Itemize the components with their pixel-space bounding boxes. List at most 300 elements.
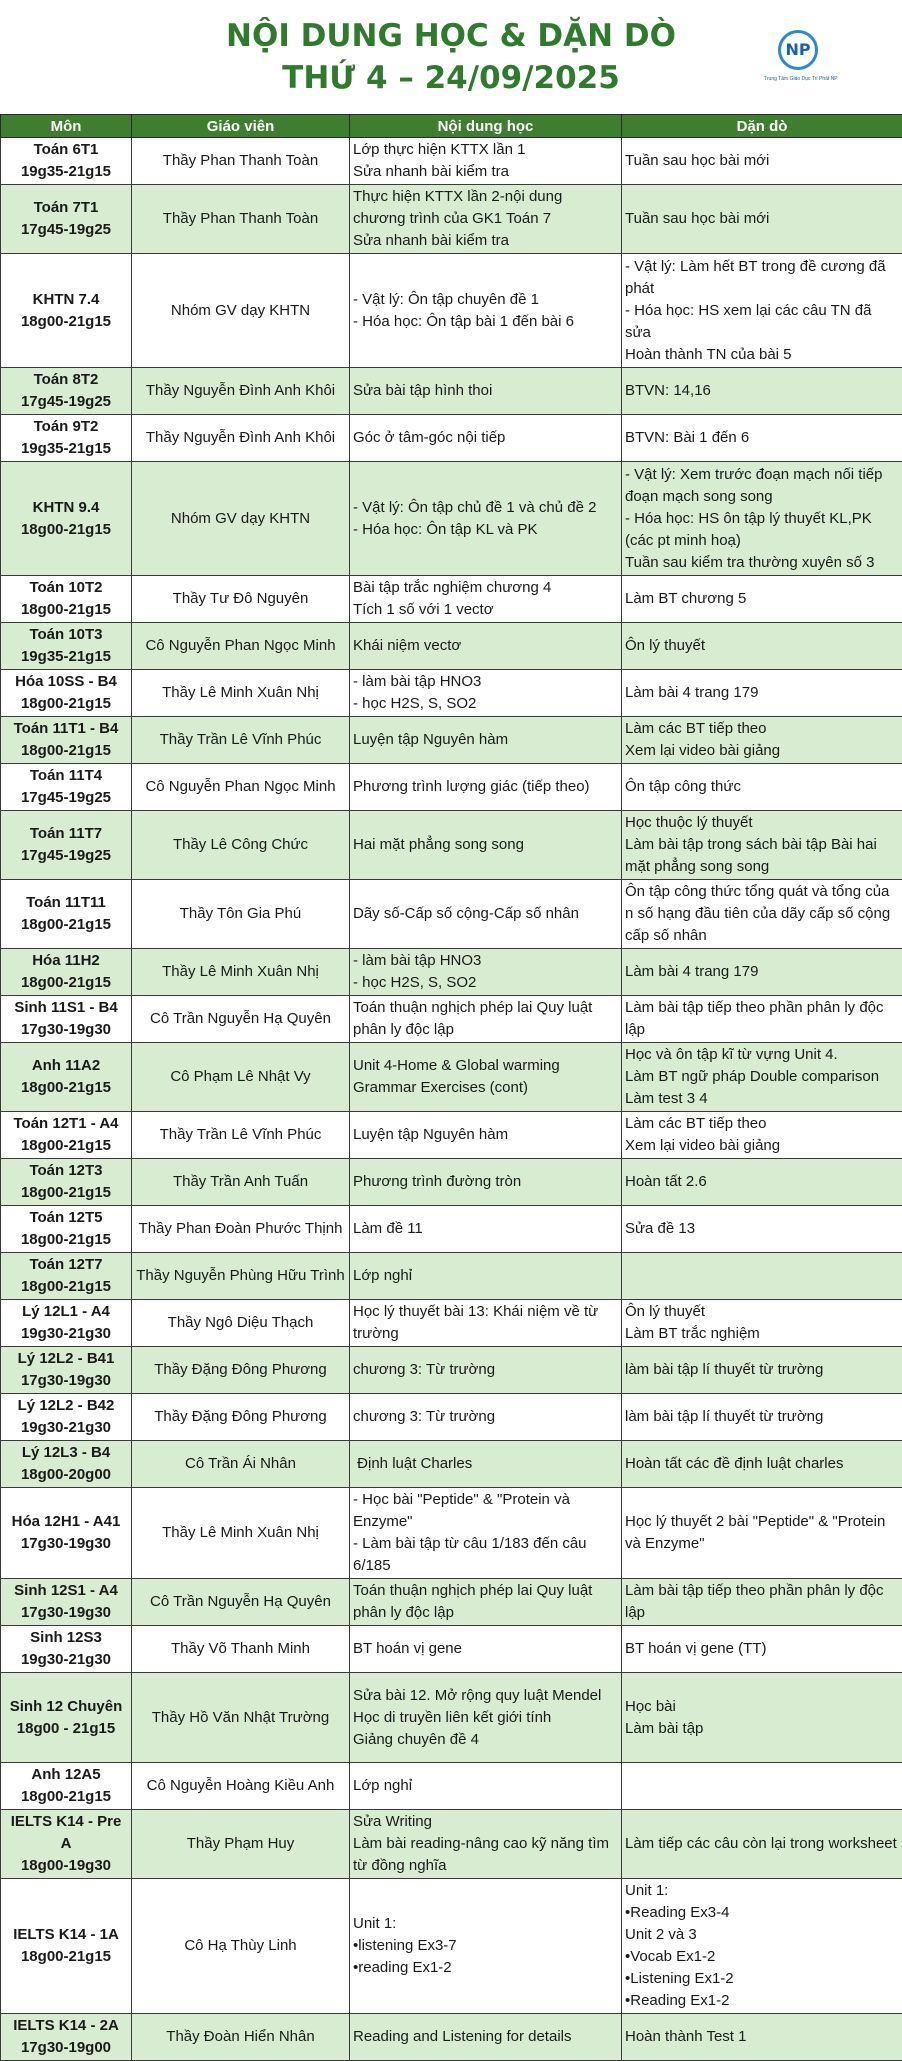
teacher-cell [132, 1300, 350, 1347]
subject-cell-line: 18g00-21g15 [4, 1946, 128, 1968]
subject-cell-line: Hóa 10SS - B4 [4, 671, 128, 693]
homework-cell-line: •Listening Ex1-2 [625, 1968, 899, 1990]
column-header-subject: Môn [1, 115, 132, 138]
table-row [1, 254, 902, 368]
content-cell-line: - Vật lý: Ôn tập chủ đề 1 và chủ đề 2 [353, 497, 618, 519]
content-cell [350, 623, 622, 670]
subject-cell-line: 17g45-19g25 [4, 787, 128, 809]
homework-cell-line: Ôn lý thuyết [625, 1301, 899, 1323]
teacher-cell-line: Thầy Phan Thanh Toàn [135, 150, 346, 172]
subject-cell-line: Lý 12L2 - B42 [4, 1395, 128, 1417]
subject-cell [1, 1043, 132, 1112]
teacher-cell-line: Thầy Nguyễn Đình Anh Khôi [135, 380, 346, 402]
subject-cell [1, 576, 132, 623]
subject-cell-line: 19g30-21g30 [4, 1323, 128, 1345]
teacher-cell-line: Thầy Lê Công Chức [135, 834, 346, 856]
homework-cell [622, 1673, 902, 1763]
subject-cell-line: 17g45-19g25 [4, 219, 128, 241]
subject-cell-line: 19g35-21g15 [4, 646, 128, 668]
homework-cell-line: Làm các BT tiếp theo [625, 1113, 899, 1135]
subject-cell [1, 764, 132, 811]
homework-cell-line: Làm bài 4 trang 179 [625, 961, 899, 983]
subject-cell [1, 1347, 132, 1394]
homework-cell-line: Học bài [625, 1696, 899, 1718]
subject-cell-line: Toán 11T4 [4, 765, 128, 787]
teacher-cell-line: Thầy Lê Minh Xuân Nhị [135, 961, 346, 983]
teacher-cell [132, 764, 350, 811]
homework-cell-line: Làm BT chương 5 [625, 588, 899, 610]
subject-cell-line: Lý 12L1 - A4 [4, 1301, 128, 1323]
teacher-cell [132, 670, 350, 717]
homework-cell [622, 996, 902, 1043]
teacher-cell [132, 1394, 350, 1441]
teacher-cell [132, 1159, 350, 1206]
homework-cell-line: Làm bài tập [625, 1718, 899, 1740]
homework-cell-line: Xem lại video bài giảng [625, 740, 899, 762]
table-row [1, 1626, 902, 1673]
homework-cell [622, 415, 902, 462]
subject-cell-line: 18g00 - 21g15 [4, 1718, 128, 1740]
homework-cell-line: BT hoán vị gene (TT) [625, 1638, 899, 1660]
content-cell-line: Hai mặt phẳng song song [353, 834, 618, 856]
subject-cell [1, 811, 132, 880]
homework-cell-line: Ôn tập công thức [625, 776, 899, 798]
content-cell [350, 2014, 622, 2061]
teacher-cell-line: Thầy Nguyễn Đình Anh Khôi [135, 427, 346, 449]
table-row [1, 996, 902, 1043]
subject-cell [1, 1394, 132, 1441]
homework-cell [622, 1347, 902, 1394]
homework-cell [622, 1441, 902, 1488]
content-cell-line: Sửa nhanh bài kiểm tra [353, 230, 618, 252]
content-cell-line: - học H2S, S, SO2 [353, 972, 618, 994]
homework-cell-line: Làm BT trắc nghiệm [625, 1323, 899, 1345]
content-cell [350, 1159, 622, 1206]
homework-cell-line: làm bài tập lí thuyết từ trường [625, 1406, 899, 1428]
homework-cell-line: Làm BT ngữ pháp Double comparison [625, 1066, 899, 1088]
teacher-cell-line: Thầy Hồ Văn Nhật Trường [135, 1707, 346, 1729]
content-cell-line: BT hoán vị gene [353, 1638, 618, 1660]
subject-cell-line: Toán 12T7 [4, 1254, 128, 1276]
content-cell-line: Học di truyền liên kết giới tính [353, 1707, 618, 1729]
subject-cell [1, 1763, 132, 1810]
content-cell-line: - làm bài tập HNO3 [353, 950, 618, 972]
subject-cell-line: 18g00-21g15 [4, 740, 128, 762]
table-row [1, 1347, 902, 1394]
homework-cell-line: Sửa đề 13 [625, 1218, 899, 1240]
homework-cell-line: Làm các BT tiếp theo [625, 718, 899, 740]
subject-cell-line: Toán 12T1 - A4 [4, 1113, 128, 1135]
teacher-cell [132, 368, 350, 415]
table-row [1, 1488, 902, 1579]
homework-cell-line: BTVN: Bài 1 đến 6 [625, 427, 899, 449]
homework-cell [622, 880, 902, 949]
subject-cell-line: 17g30-19g30 [4, 1370, 128, 1392]
table-row [1, 1206, 902, 1253]
subject-cell-line: Lý 12L3 - B4 [4, 1442, 128, 1464]
homework-cell-line: Unit 2 và 3 [625, 1924, 899, 1946]
teacher-cell [132, 462, 350, 576]
content-cell-line: - Hóa học: Ôn tập bài 1 đến bài 6 [353, 311, 618, 333]
content-cell-line: Định luật Charles [353, 1453, 618, 1475]
homework-cell [622, 811, 902, 880]
content-cell [350, 1673, 622, 1763]
table-row [1, 623, 902, 670]
teacher-cell [132, 949, 350, 996]
teacher-cell [132, 717, 350, 764]
content-cell-line: - học H2S, S, SO2 [353, 693, 618, 715]
teacher-cell-line: Nhóm GV dạy KHTN [135, 508, 346, 530]
homework-cell-line: - Vật lý: Xem trước đoạn mạch nối tiếp đoạn mạch song song [625, 464, 899, 508]
subject-cell-line: IELTS K14 - 1A [4, 1924, 128, 1946]
teacher-cell [132, 1673, 350, 1763]
homework-cell [622, 1159, 902, 1206]
content-cell [350, 717, 622, 764]
subject-cell-line: Lý 12L2 - B41 [4, 1348, 128, 1370]
subject-cell-line: 19g35-21g15 [4, 161, 128, 183]
homework-cell-line: •Reading Ex3-4 [625, 1902, 899, 1924]
subject-cell-line: Toán 11T1 - B4 [4, 718, 128, 740]
subject-cell [1, 717, 132, 764]
homework-cell-line: Làm test 3 4 [625, 1088, 899, 1110]
content-cell-line: Phương trình đường tròn [353, 1171, 618, 1193]
content-cell-line: Góc ở tâm-góc nội tiếp [353, 427, 618, 449]
content-cell-line: chương 3: Từ trường [353, 1359, 618, 1381]
content-cell-line: Phương trình lượng giác (tiếp theo) [353, 776, 618, 798]
teacher-cell [132, 1253, 350, 1300]
homework-cell-line: Xem lại video bài giảng [625, 1135, 899, 1157]
homework-cell-line: BTVN: 14,16 [625, 380, 899, 402]
subject-cell [1, 415, 132, 462]
table-row [1, 1394, 902, 1441]
content-cell [350, 1300, 622, 1347]
teacher-cell-line: Thầy Trần Anh Tuấn [135, 1171, 346, 1193]
teacher-cell-line: Thầy Đoàn Hiển Nhân [135, 2026, 346, 2048]
homework-cell-line: Học và ôn tập kĩ từ vựng Unit 4. [625, 1044, 899, 1066]
teacher-cell [132, 254, 350, 368]
subject-cell [1, 949, 132, 996]
subject-cell-line: 17g30-19g30 [4, 1019, 128, 1041]
table-row [1, 949, 902, 996]
content-cell-line: Dãy số-Cấp số cộng-Cấp số nhân [353, 903, 618, 925]
content-cell [350, 1206, 622, 1253]
subject-cell [1, 138, 132, 185]
teacher-cell-line: Cô Phạm Lê Nhật Vy [135, 1066, 346, 1088]
teacher-cell [132, 880, 350, 949]
subject-cell-line: 18g00-19g30 [4, 1855, 128, 1877]
subject-cell [1, 368, 132, 415]
homework-cell [622, 949, 902, 996]
subject-cell [1, 1579, 132, 1626]
homework-cell-line: Làm bài tập trong sách bài tập Bài hai mặt phẳng song song [625, 834, 899, 878]
homework-cell [622, 1253, 902, 1300]
page-date: THỨ 4 – 24/09/2025 [0, 58, 902, 98]
subject-cell-line: 18g00-21g15 [4, 1229, 128, 1251]
subject-cell-line: 17g45-19g25 [4, 391, 128, 413]
homework-cell-line: Tuần sau học bài mới [625, 150, 899, 172]
subject-cell [1, 1441, 132, 1488]
subject-cell-line: 18g00-21g15 [4, 1077, 128, 1099]
table-row [1, 1112, 902, 1159]
teacher-cell [132, 1579, 350, 1626]
teacher-cell-line: Thầy Trần Lê Vĩnh Phúc [135, 1124, 346, 1146]
subject-cell [1, 996, 132, 1043]
content-cell [350, 1441, 622, 1488]
content-cell-line: Khái niệm vectơ [353, 635, 618, 657]
subject-cell-line: Toán 12T5 [4, 1207, 128, 1229]
homework-cell [622, 576, 902, 623]
content-cell [350, 1579, 622, 1626]
subject-cell-line: Toán 12T3 [4, 1160, 128, 1182]
subject-cell-line: 17g30-19g30 [4, 1533, 128, 1555]
teacher-cell-line: Cô Hạ Thùy Linh [135, 1935, 346, 1957]
content-cell-line: Sửa Writing [353, 1811, 618, 1833]
homework-cell [622, 1488, 902, 1579]
subject-cell [1, 462, 132, 576]
subject-cell [1, 1253, 132, 1300]
subject-cell-line: Toán 8T2 [4, 369, 128, 391]
subject-cell [1, 1810, 132, 1879]
content-cell-line: Unit 4-Home & Global warming [353, 1055, 618, 1077]
homework-cell-line: Làm bài tập tiếp theo phần phân ly độc lập [625, 1580, 899, 1624]
subject-cell [1, 670, 132, 717]
subject-cell [1, 2014, 132, 2061]
teacher-cell [132, 996, 350, 1043]
subject-cell [1, 623, 132, 670]
homework-cell [622, 1626, 902, 1673]
content-cell [350, 1347, 622, 1394]
subject-cell-line: 17g30-19g30 [4, 1602, 128, 1624]
subject-cell-line: Toán 11T7 [4, 823, 128, 845]
subject-cell [1, 185, 132, 254]
teacher-cell [132, 1112, 350, 1159]
homework-cell [622, 717, 902, 764]
table-row [1, 1579, 902, 1626]
teacher-cell [132, 1347, 350, 1394]
homework-cell [622, 670, 902, 717]
column-header-homework: Dặn dò [622, 115, 902, 138]
table-row [1, 138, 902, 185]
content-cell [350, 949, 622, 996]
subject-cell-line: 17g45-19g25 [4, 845, 128, 867]
teacher-cell-line: Thầy Phan Đoàn Phước Thịnh [135, 1218, 346, 1240]
content-cell-line: Giảng chuyên đề 4 [353, 1729, 618, 1751]
homework-cell [622, 1879, 902, 2014]
content-cell-line: Tích 1 số với 1 vectơ [353, 599, 618, 621]
content-cell [350, 670, 622, 717]
teacher-cell [132, 1879, 350, 2014]
content-cell [350, 1488, 622, 1579]
homework-cell-line: Hoàn thành TN của bài 5 [625, 344, 899, 366]
subject-cell-line: 18g00-21g15 [4, 972, 128, 994]
column-header-content: Nội dung học [350, 115, 622, 138]
subject-cell-line: KHTN 7.4 [4, 289, 128, 311]
subject-cell-line: Sinh 12S3 [4, 1627, 128, 1649]
subject-cell-line: 18g00-21g15 [4, 519, 128, 541]
subject-cell [1, 1112, 132, 1159]
schedule-table [0, 114, 902, 2061]
subject-cell [1, 1488, 132, 1579]
table-row [1, 1159, 902, 1206]
homework-cell-line: Hoàn thành Test 1 [625, 2026, 899, 2048]
content-cell-line: - Hóa học: Ôn tập KL và PK [353, 519, 618, 541]
content-cell-line: •listening Ex3-7 [353, 1935, 618, 1957]
table-row [1, 2014, 902, 2061]
table-row [1, 764, 902, 811]
teacher-cell [132, 1488, 350, 1579]
column-header-teacher: Giáo viên [132, 115, 350, 138]
subject-cell-line: Toán 10T2 [4, 577, 128, 599]
content-cell [350, 138, 622, 185]
teacher-cell [132, 1043, 350, 1112]
content-cell-line: Lớp nghỉ [353, 1775, 618, 1797]
teacher-cell-line: Cô Trần Nguyễn Hạ Quyên [135, 1008, 346, 1030]
homework-cell-line: - Vật lý: Làm hết BT trong đề cương đã phát [625, 256, 899, 300]
content-cell [350, 764, 622, 811]
subject-cell [1, 1879, 132, 2014]
teacher-cell [132, 1810, 350, 1879]
homework-cell-line: Tuần sau kiểm tra thường xuyên số 3 [625, 552, 899, 574]
content-cell-line: Lớp nghỉ [353, 1265, 618, 1287]
homework-cell-line: - Hóa học: HS xem lại các câu TN đã sửa [625, 300, 899, 344]
content-cell [350, 1112, 622, 1159]
table-row [1, 576, 902, 623]
homework-cell [622, 1394, 902, 1441]
subject-cell-line: 19g30-21g30 [4, 1649, 128, 1671]
teacher-cell-line: Thầy Tôn Gia Phú [135, 903, 346, 925]
content-cell-line: Luyện tập Nguyên hàm [353, 1124, 618, 1146]
homework-cell-line: •Vocab Ex1-2 [625, 1946, 899, 1968]
content-cell-line: Toán thuận nghịch phép lai Quy luật phân ly độc lập [353, 1580, 618, 1624]
table-row [1, 811, 902, 880]
homework-cell-line: Hoàn tất các đề định luật charles [625, 1453, 899, 1475]
content-cell-line: Lớp thực hiện KTTX lần 1 [353, 139, 618, 161]
content-cell [350, 996, 622, 1043]
content-cell [350, 1253, 622, 1300]
teacher-cell-line: Cô Trần Nguyễn Hạ Quyên [135, 1591, 346, 1613]
homework-cell [622, 138, 902, 185]
subject-cell-line: 17g30-19g00 [4, 2037, 128, 2059]
teacher-cell-line: Thầy Trần Lê Vĩnh Phúc [135, 729, 346, 751]
table-row [1, 1441, 902, 1488]
teacher-cell-line: Cô Nguyễn Phan Ngọc Minh [135, 635, 346, 657]
content-cell-line: Luyện tập Nguyên hàm [353, 729, 618, 751]
homework-cell-line: Học lý thuyết 2 bài "Peptide" & "Protein và Enzyme" [625, 1511, 899, 1555]
subject-cell-line: Hóa 12H1 - A41 [4, 1511, 128, 1533]
homework-cell [622, 1579, 902, 1626]
subject-cell [1, 1300, 132, 1347]
content-cell [350, 811, 622, 880]
teacher-cell-line: Thầy Nguyễn Phùng Hữu Trình [135, 1265, 346, 1287]
subject-cell-line: Anh 12A5 [4, 1764, 128, 1786]
content-cell [350, 1394, 622, 1441]
content-cell [350, 576, 622, 623]
table-header-row [1, 115, 902, 138]
subject-cell [1, 254, 132, 368]
table-row [1, 1810, 902, 1879]
content-cell-line: - Học bài "Peptide" & "Protein và Enzyme" [353, 1489, 618, 1533]
homework-cell [622, 462, 902, 576]
teacher-cell [132, 1763, 350, 1810]
subject-cell-line: Anh 11A2 [4, 1055, 128, 1077]
teacher-cell [132, 623, 350, 670]
homework-cell [622, 2014, 902, 2061]
homework-cell [622, 1763, 902, 1810]
subject-cell-line: Toán 7T1 [4, 197, 128, 219]
teacher-cell-line: Thầy Phan Thanh Toàn [135, 208, 346, 230]
content-cell [350, 368, 622, 415]
content-cell-line: Toán thuận nghịch phép lai Quy luật phân ly độc lập [353, 997, 618, 1041]
subject-cell-line: Toán 11T11 [4, 892, 128, 914]
homework-cell [622, 764, 902, 811]
center-logo [764, 22, 836, 92]
teacher-cell [132, 1626, 350, 1673]
teacher-cell [132, 811, 350, 880]
homework-cell-line: •Reading Ex1-2 [625, 1990, 899, 2012]
teacher-cell-line: Thầy Lê Minh Xuân Nhị [135, 1522, 346, 1544]
page-header [0, 0, 902, 114]
subject-cell [1, 1159, 132, 1206]
subject-cell-line: 18g00-21g15 [4, 693, 128, 715]
subject-cell-line: 18g00-21g15 [4, 1182, 128, 1204]
table-row [1, 1763, 902, 1810]
teacher-cell [132, 576, 350, 623]
subject-cell-line: 18g00-21g15 [4, 1135, 128, 1157]
teacher-cell [132, 415, 350, 462]
content-cell [350, 1043, 622, 1112]
content-cell [350, 1810, 622, 1879]
table-row [1, 1879, 902, 2014]
subject-cell-line: Sinh 12S1 - A4 [4, 1580, 128, 1602]
homework-cell-line: Học thuộc lý thuyết [625, 812, 899, 834]
teacher-cell-line: Thầy Phạm Huy [135, 1833, 346, 1855]
content-cell-line: Sửa nhanh bài kiểm tra [353, 161, 618, 183]
teacher-cell [132, 1441, 350, 1488]
teacher-cell-line: Cô Trần Ái Nhân [135, 1453, 346, 1475]
subject-cell-line: IELTS K14 - Pre A [4, 1811, 128, 1855]
content-cell [350, 462, 622, 576]
subject-cell-line: 18g00-21g15 [4, 914, 128, 936]
subject-cell-line: KHTN 9.4 [4, 497, 128, 519]
homework-cell-line: Unit 1: [625, 1880, 899, 1902]
content-cell-line: Học lý thuyết bài 13: Khái niệm về từ trường [353, 1301, 618, 1345]
table-row [1, 462, 902, 576]
content-cell-line: Grammar Exercises (cont) [353, 1077, 618, 1099]
subject-cell-line: 18g00-21g15 [4, 1786, 128, 1808]
page-title: NỘI DUNG HỌC & DẶN DÒ [0, 16, 902, 56]
subject-cell-line: 18g00-21g15 [4, 1276, 128, 1298]
subject-cell-line: Sinh 12 Chuyên [4, 1696, 128, 1718]
content-cell-line: Unit 1: [353, 1913, 618, 1935]
content-cell [350, 1763, 622, 1810]
teacher-cell-line: Thầy Võ Thanh Minh [135, 1638, 346, 1660]
subject-cell-line: Toán 6T1 [4, 139, 128, 161]
content-cell-line: Thực hiện KTTX lần 2-nội dung chương trình của GK1 Toán 7 [353, 186, 618, 230]
content-cell-line: Làm bài reading-nâng cao kỹ năng tìm từ đồng nghĩa [353, 1833, 618, 1877]
teacher-cell-line: Thầy Tư Đô Nguyên [135, 588, 346, 610]
content-cell [350, 1626, 622, 1673]
homework-cell [622, 185, 902, 254]
homework-cell-line: Làm tiếp các câu còn lại trong worksheet [625, 1833, 899, 1855]
homework-cell [622, 368, 902, 415]
content-cell-line: Sửa bài tập hình thoi [353, 380, 618, 402]
teacher-cell-line: Cô Nguyễn Phan Ngọc Minh [135, 776, 346, 798]
subject-cell-line: Toán 9T2 [4, 416, 128, 438]
subject-cell-line: 18g00-21g15 [4, 599, 128, 621]
homework-cell-line: Làm bài 4 trang 179 [625, 682, 899, 704]
subject-cell-line: 18g00-21g15 [4, 311, 128, 333]
homework-cell-line: Ôn lý thuyết [625, 635, 899, 657]
